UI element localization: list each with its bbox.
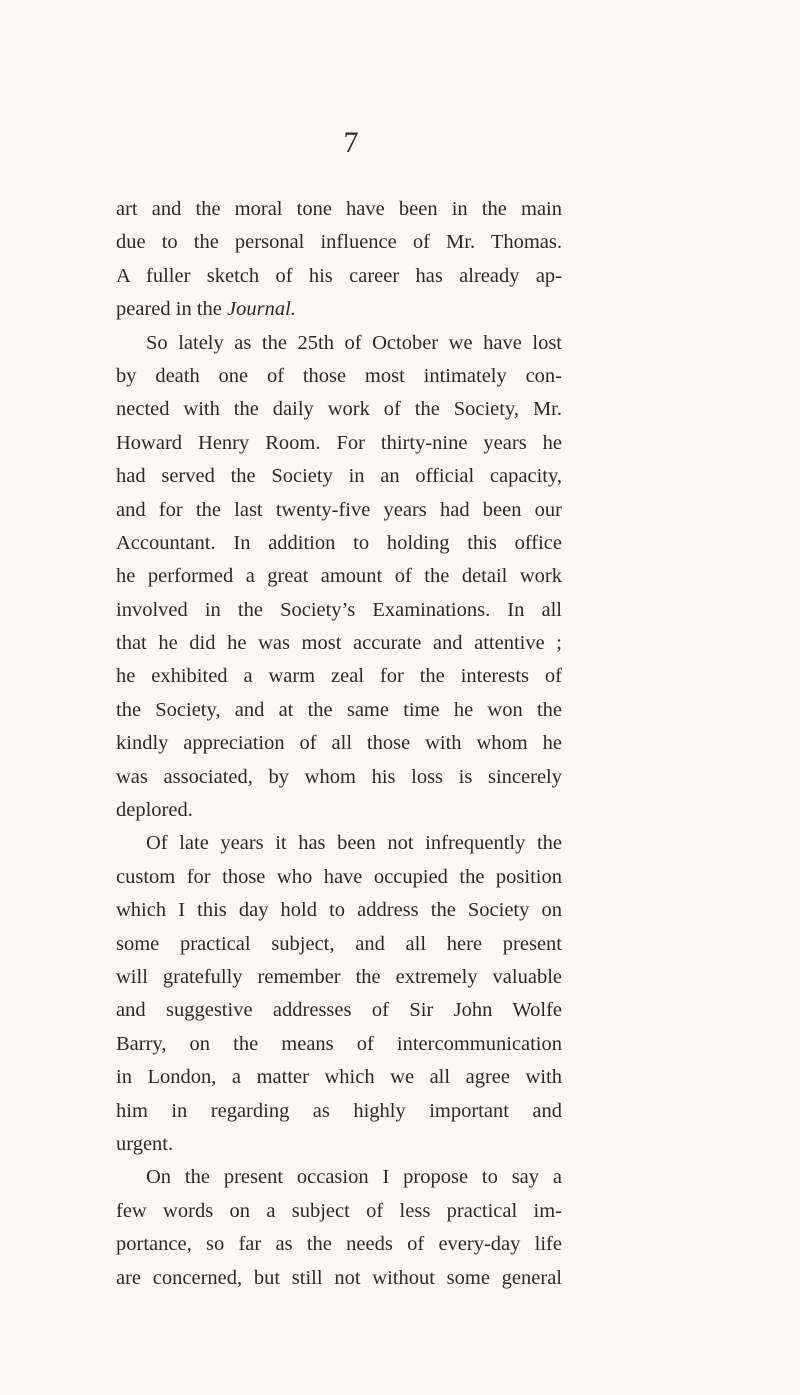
text-line: involved in the Society’s Examinations. In all bbox=[116, 598, 562, 621]
text-line: A fuller sketch of his career has already ap- bbox=[116, 264, 562, 287]
page-number: 7 bbox=[343, 126, 359, 159]
text-line: he exhibited a warm zeal for the interests of bbox=[116, 665, 562, 688]
text-line: urgent. bbox=[116, 1132, 174, 1155]
text-line-prefix: peared in the bbox=[116, 298, 227, 321]
text-line: Of late years it has been not infrequently the bbox=[146, 832, 562, 855]
text-line: few words on a subject of less practical im- bbox=[116, 1199, 562, 1222]
journal-title: Journal. bbox=[227, 298, 296, 321]
text-line: portance, so far as the needs of every-day life bbox=[116, 1233, 562, 1256]
text-line: and suggestive addresses of Sir John Wolfe bbox=[116, 999, 562, 1022]
text-line: him in regarding as highly important and bbox=[116, 1099, 562, 1122]
text-line: deplored. bbox=[116, 799, 193, 822]
text-line: custom for those who have occupied the position bbox=[116, 865, 562, 888]
text-line: some practical subject, and all here present bbox=[116, 932, 562, 955]
text-line: and for the last twenty-five years had been our bbox=[116, 498, 562, 521]
text-line: On the present occasion I propose to say a bbox=[146, 1166, 562, 1189]
text-line: due to the personal influence of Mr. Thomas. bbox=[116, 231, 562, 254]
text-line: which I this day hold to address the Society on bbox=[116, 899, 562, 922]
text-line: So lately as the 25th of October we have lost bbox=[146, 331, 562, 354]
text-line: nected with the daily work of the Society, Mr. bbox=[116, 398, 562, 421]
text-line: the Society, and at the same time he won the bbox=[116, 698, 562, 721]
text-line bbox=[116, 293, 562, 326]
text-line: Accountant. In addition to holding this office bbox=[116, 531, 562, 554]
text-line: art and the moral tone have been in the main bbox=[116, 198, 562, 220]
text-line: he performed a great amount of the detail work bbox=[116, 565, 562, 588]
text-line: in London, a matter which we all agree with bbox=[116, 1066, 562, 1089]
text-line: Barry, on the means of intercommunication bbox=[116, 1032, 562, 1055]
text-line: that he did he was most accurate and attentive ; bbox=[116, 632, 562, 655]
text-line: by death one of those most intimately con- bbox=[116, 364, 562, 387]
text-line: had served the Society in an official capacity, bbox=[116, 465, 562, 488]
text-line: are concerned, but still not without some general bbox=[116, 1266, 562, 1289]
text-line: was associated, by whom his loss is sincerely bbox=[116, 765, 562, 788]
text-line: will gratefully remember the extremely valuable bbox=[116, 965, 562, 988]
text-line: Howard Henry Room. For thirty-nine years he bbox=[116, 431, 562, 454]
body-text bbox=[116, 193, 562, 1295]
text-line: kindly appreciation of all those with whom he bbox=[116, 732, 562, 755]
